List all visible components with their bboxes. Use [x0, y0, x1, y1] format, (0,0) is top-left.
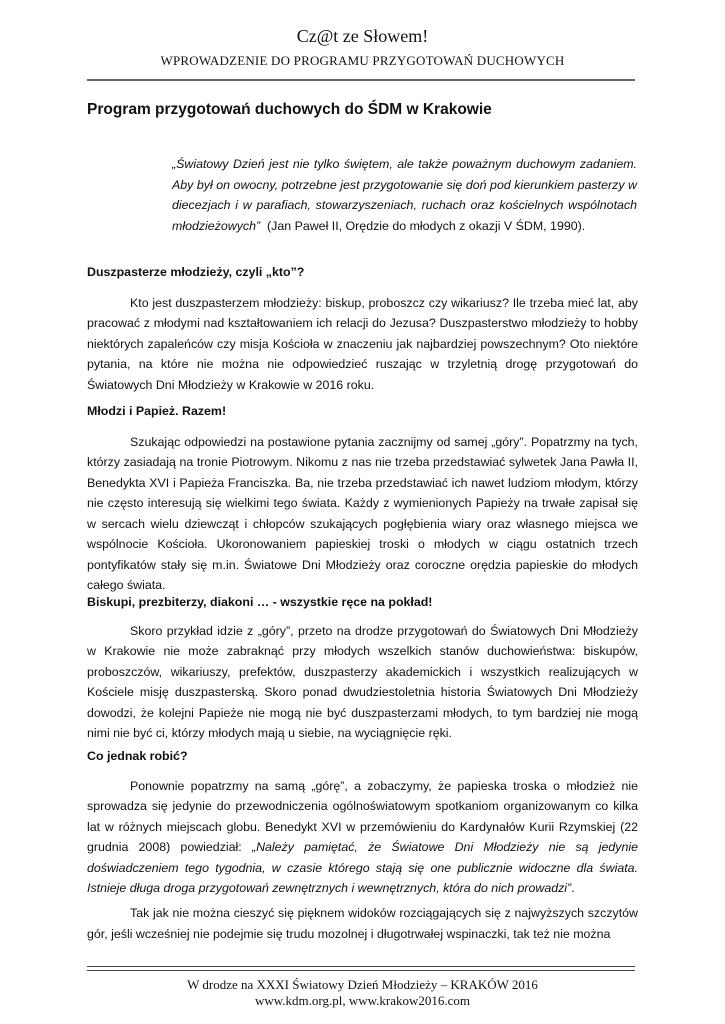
footer-event-line: W drodze na XXXI Światowy Dzień Młodzieży – KRAKÓW 2016 — [187, 977, 538, 992]
section-paragraph: Kto jest duszpasterzem młodzieży: biskup, proboszcz czy wikariusz? Ile trzeba mieć lat, aby pracować z młodymi nad kształtowaniem ich relacji do Jezusa? Duszpasterstwo młodzieży to hobby niektórych zapaleńców czy misja Kościoła w znaczeniu jak najbardziej powszechnym? Oto niektóre pytania, na które nie można nie odpowiedzieć ruszając w trzyletnią drogę przygotowań do Światowych Dni Młodzieży w Krakowie w 2016 roku. — [87, 295, 638, 392]
footer-websites: www.kdm.org.pl, www.krakow2016.com — [254, 993, 471, 1008]
section-heading: Duszpasterze młodzieży, czyli „kto”? — [87, 265, 305, 279]
paragraph-intro: Ponownie popatrzmy na samą „górę”, a zobaczymy, że papieska troska o młodzież nie sprowadza się jedynie do przewodniczenia ogólnoświatowym spotkaniom organizowanym co kilka lat w różnych miejscach globu. Benedykt XVI w przemówieniu do Kardynałów Kurii Rzymskiej (22 grudnia 2008) powiedział: — [87, 778, 638, 854]
header-title: Cz@t ze Słowem! — [296, 26, 429, 46]
header-divider — [87, 79, 635, 81]
quote-source: (Jan Paweł II, Orędzie do młodych z okazji V ŚDM, 1990). — [267, 218, 586, 233]
header-subtitle: WPROWADZENIE DO PROGRAMU PRZYGOTOWAŃ DUCHOWYCH — [160, 53, 565, 68]
section-continuation — [87, 903, 638, 944]
section-clergy — [87, 592, 638, 744]
section-heading: Młodzi i Papież. Razem! — [87, 404, 227, 418]
section-paragraph — [87, 776, 638, 899]
paragraph-quote: „Należy pamiętać, że Światowe Dni Młodzieży nie są jedynie doświadczeniem tego tygodnia, w czasie którego stają się one publicznie widoczne dla świata. Istnieje długa droga przygotowań zewnętrznych i wewnętrznych, która do nich prowadzi” — [87, 840, 638, 895]
section-youth-and-pope — [87, 401, 638, 596]
section-heading: Biskupi, prezbiterzy, diakoni … - wszystkie ręce na pokład! — [87, 595, 433, 609]
quote-text: „Światowy Dzień jest nie tylko świętem, ale także poważnym duchowym zadaniem. Aby był on owocny, potrzebne jest przygotowanie się doń pod kierunkiem pasterzy w diecezjach i w parafiach, stowarzyszeniach, ruchach oraz kościelnych wspólnotach młodzieżowych” — [172, 157, 637, 233]
document-title: Program przygotowań duchowych do ŚDM w Krakowie — [87, 101, 492, 118]
paragraph-end: . — [571, 881, 575, 895]
section-paragraph: Szukając odpowiedzi na postawione pytania zacznijmy od samej „góry”. Popatrzmy na tych, którzy zasiadają na tronie Piotrowym. Nikomu z nas nie trzeba przedstawiać sylwetek Jana Pawła II, Benedykta XVI i Papieża Franciszka. Ba, nie trzeba przedstawiać ich nawet ludziom młodym, którzy nie często interesują się wielkimi tego świata. Każdy z wymienionych Papieży na trwałe zapisał się w sercach wielu dziewcząt i chłopców szukających pogłębienia wiary oraz własnego miejsca we wspólnocie Kościoła. Ukoronowaniem papieskiej troski o młodych w ciągu ostatnich trzech pontyfikatów stały się m.in. Światowe Dni Młodzieży oraz coroczne orędzia papieskie do młodych całego świata. — [87, 434, 638, 592]
footer-divider-bottom — [87, 970, 635, 971]
section-who — [87, 262, 638, 395]
section-heading: Co jednak robić? — [87, 749, 188, 763]
opening-quote — [172, 154, 637, 236]
section-what-to-do — [87, 746, 638, 899]
section-paragraph: Tak jak nie można cieszyć się pięknem widoków rozciągających się z najwyższych szczytów gór, jeśli wcześniej nie podejmie się trudu mozolnej i długotrwałej wspinaczki, tak też nie można — [87, 906, 638, 941]
footer-divider-top — [87, 966, 635, 967]
section-paragraph: Skoro przykład idzie z „góry”, przeto na drodze przygotowań do Światowych Dni Młodzieży w Krakowie nie może zabraknąć przy młodych wszelkich stanów duchowieństwa: biskupów, proboszczów, wikariuszy, prefektów, duszpasterzy akademickich i wszystkich realizujących w Kościele misję duszpasterską. Skoro ponad dwudziestoletnia historia Światowych Dni Młodzieży dowodzi, że kolejni Papieże nie mogą nie być duszpasterzami młodych, to tym bardziej nie mogą nimi nie być ci, którzy młodych mają u siebie, na wyciągnięcie ręki. — [87, 623, 638, 740]
